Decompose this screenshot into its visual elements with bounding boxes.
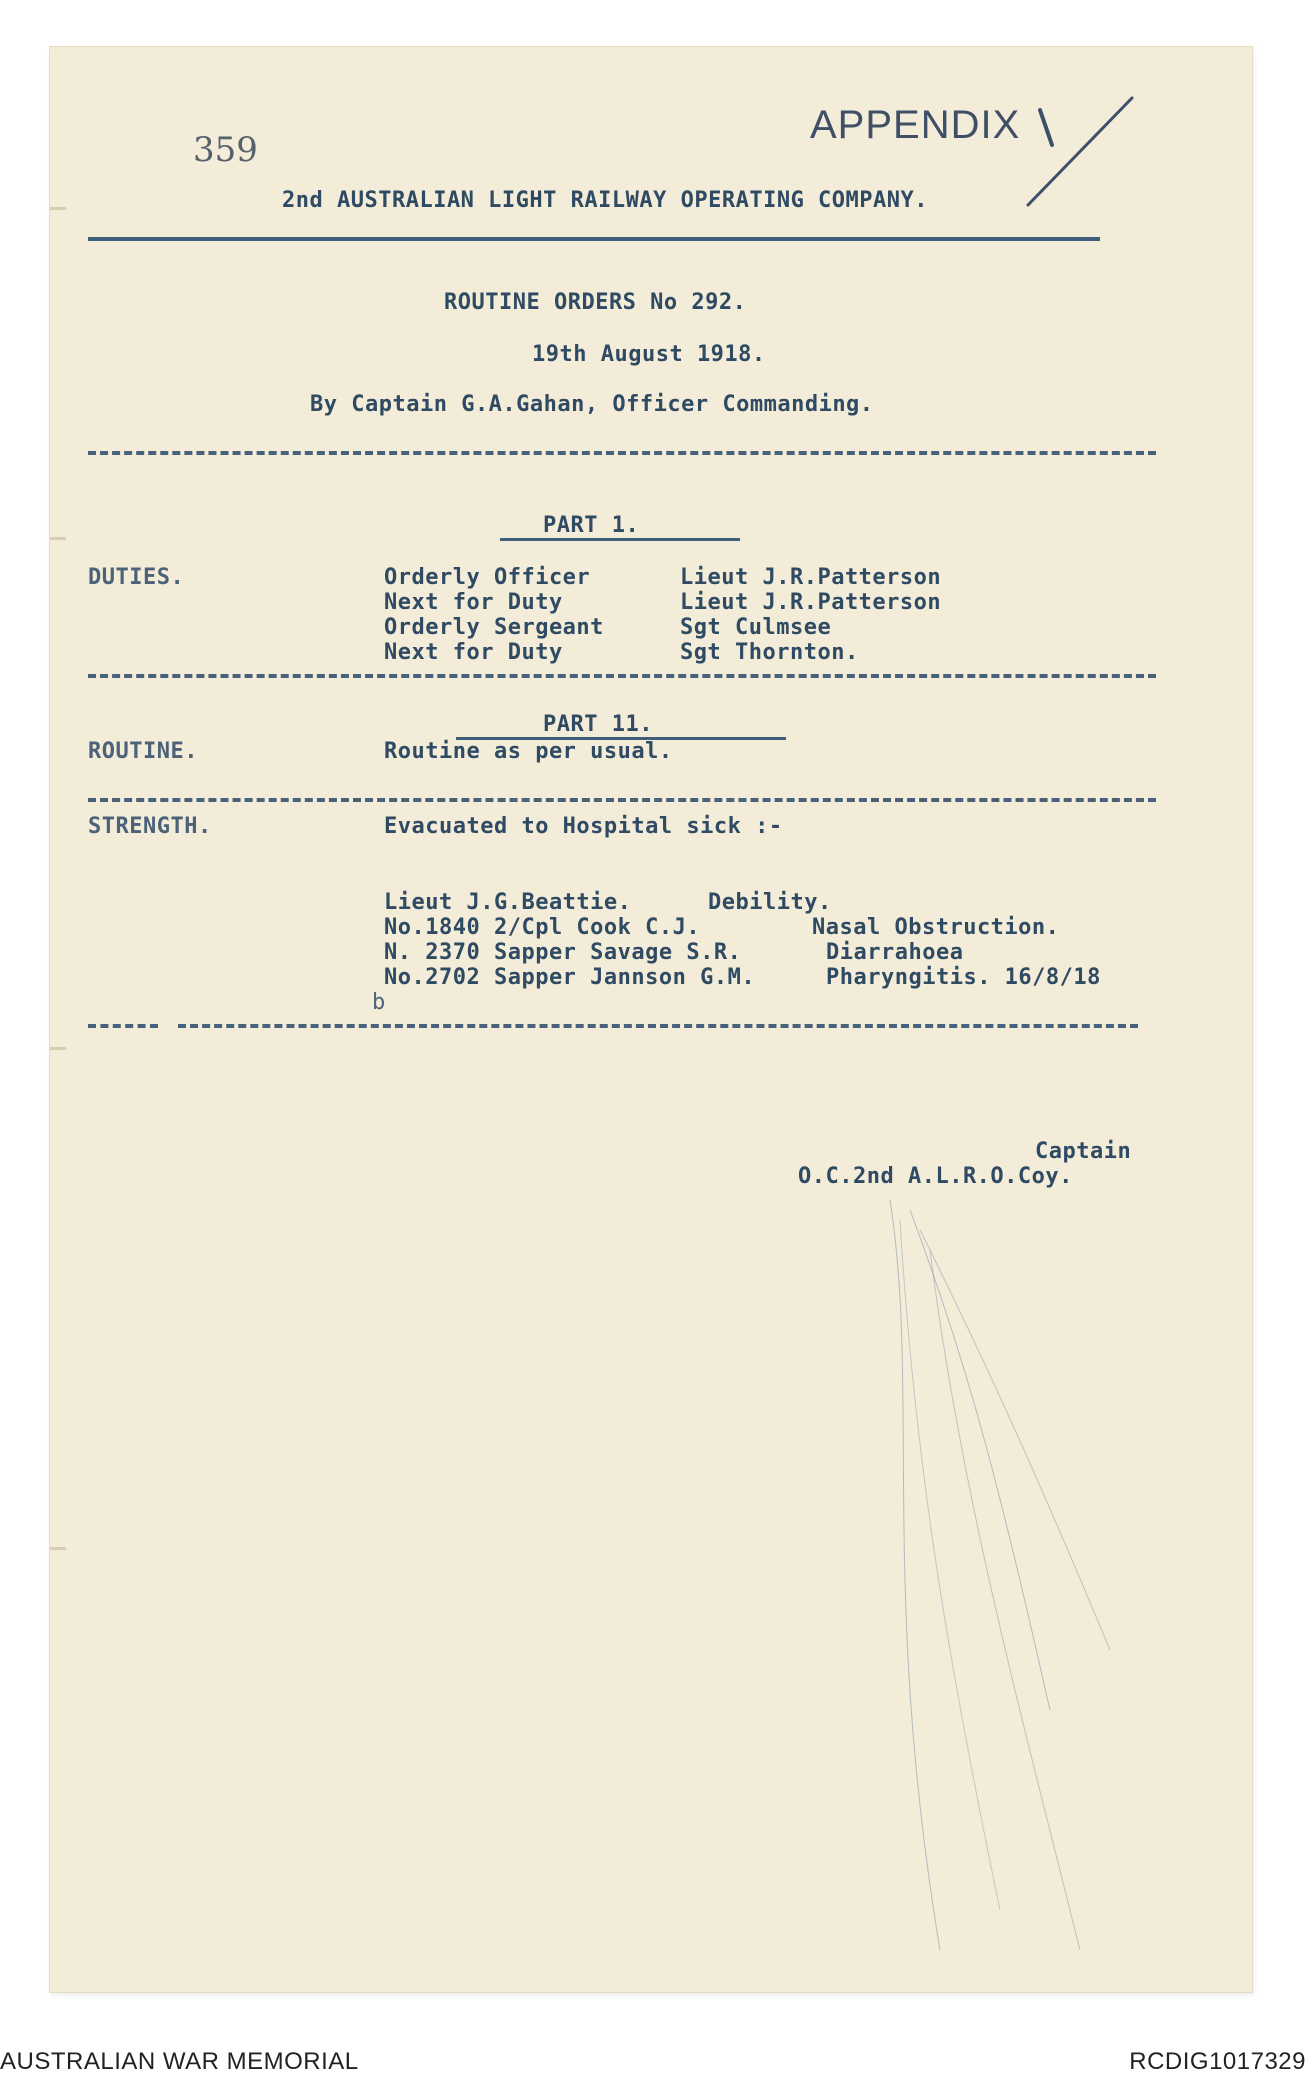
signature-rank: Captain (1035, 1139, 1132, 1164)
evacuee: Lieut J.G.Beattie. (384, 890, 632, 915)
section-divider (88, 798, 1156, 802)
duty-role: Orderly Officer (384, 565, 591, 590)
duty-name: Lieut J.R.Patterson (680, 565, 942, 590)
duty-name: Sgt Thornton. (680, 640, 859, 665)
orders-title: ROUTINE ORDERS No 292. (444, 290, 747, 315)
binding-hole (50, 537, 66, 540)
evacuee-condition: Diarrahoea (826, 940, 964, 965)
evacuee-condition: Debility. (708, 890, 832, 915)
routine-label: ROUTINE. (88, 739, 198, 764)
signature-title: O.C.2nd A.L.R.O.Coy. (798, 1164, 1073, 1189)
routine-text: Routine as per usual. (384, 739, 673, 764)
binding-hole (50, 207, 66, 210)
strength-intro: Evacuated to Hospital sick :- (384, 814, 783, 839)
pencil-marks (860, 1190, 1140, 1970)
footer-archive-name: AUSTRALIAN WAR MEMORIAL (0, 2048, 359, 2075)
evacuee: N. 2370 Sapper Savage S.R. (384, 940, 742, 965)
evacuee-condition: Pharyngitis. 16/8/18 (826, 965, 1101, 990)
company-heading: 2nd AUSTRALIAN LIGHT RAILWAY OPERATING COMPANY. (282, 188, 929, 213)
stray-mark: b (372, 990, 386, 1015)
evacuee-condition: Nasal Obstruction. (812, 915, 1060, 940)
folio-number: 359 (193, 130, 258, 170)
evacuee: No.2702 Sapper Jannson G.M. (384, 965, 756, 990)
duty-name: Lieut J.R.Patterson (680, 590, 942, 615)
part1-underline (500, 538, 740, 541)
binding-hole (50, 1547, 66, 1550)
evacuee: No.1840 2/Cpl Cook C.J. (384, 915, 701, 940)
orders-date: 19th August 1918. (532, 342, 766, 367)
appendix-mark-icon (1020, 90, 1140, 210)
binding-hole (50, 1047, 66, 1050)
section-divider (88, 451, 1156, 455)
section-divider (88, 674, 1156, 678)
part2-heading: PART 11. (543, 712, 653, 737)
appendix-stamp: APPENDIX (810, 103, 1021, 147)
duties-label: DUTIES. (88, 565, 185, 590)
strength-label: STRENGTH. (88, 814, 212, 839)
section-divider (178, 1024, 1138, 1028)
duty-role: Next for Duty (384, 640, 563, 665)
section-divider (88, 1024, 158, 1028)
orders-by-line: By Captain G.A.Gahan, Officer Commanding. (310, 392, 874, 417)
part1-heading: PART 1. (543, 513, 640, 538)
duty-role: Orderly Sergeant (384, 615, 604, 640)
duty-role: Next for Duty (384, 590, 563, 615)
heading-rule (88, 237, 1100, 241)
footer-record-id: RCDIG1017329 (1129, 2048, 1306, 2075)
duty-name: Sgt Culmsee (680, 615, 832, 640)
